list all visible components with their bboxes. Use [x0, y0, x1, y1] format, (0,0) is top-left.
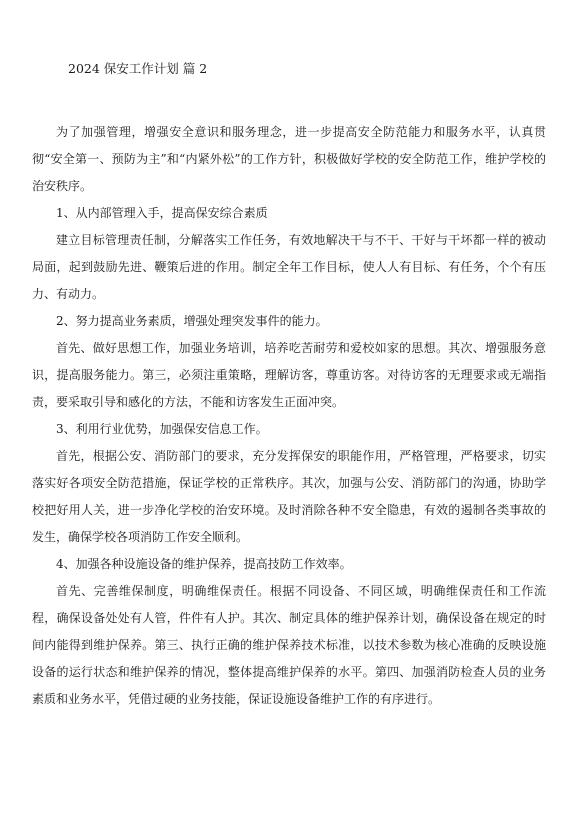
section-paragraph-3: 首先，根据公安、消防部门的要求，充分发挥保安的职能作用，严格管理，严格要求，切实落实好各项安全防范措施，保证学校的正常秩序。其次，加强与公安、消防部门的沟通，协助学校把好用人关，进一步净化学校的治安环境。及时消除各种不安全隐患，有效的遏制各类事故的发生，确保学校各项消防工作安全顺利。 — [32, 449, 546, 544]
section-heading-2: 2、努力提高业务素质，增强处理突发事件的能力。 — [56, 314, 328, 328]
intro-paragraph: 为了加强管理，增强安全意识和服务理念，进一步提高安全防范能力和服务水平，认真贯彻“安全第一、预防为主”和“内紧外松”的工作方针，积极做好学校的安全防范工作，维护学校的治安秩序。 — [32, 125, 546, 193]
section-heading-1: 1、从内部管理入手，提高保安综合素质 — [56, 206, 268, 220]
section-paragraph-1: 建立目标管理责任制，分解落实工作任务，有效地解决干与不干、干好与干坏都一样的被动局面，起到鼓励先进、鞭策后进的作用。制定全年工作目标，使人人有目标、有任务，个个有压力、有动力。 — [32, 233, 546, 301]
section-paragraph-2: 首先、做好思想工作，加强业务培训，培养吃苦耐劳和爱校如家的思想。其次、增强服务意识，提高服务能力。第三，必须注重策略，理解访客，尊重访客。对待访客的无理要求或无端指责，要采取引导和感化的方法，不能和访客发生正面冲突。 — [32, 341, 546, 409]
section-heading-3: 3、利用行业优势，加强保安信息工作。 — [56, 422, 268, 436]
section-heading-4: 4、加强各种设施设备的维护保养，提高技防工作效率。 — [56, 557, 352, 571]
document-title: 2024 保安工作计划 篇 2 — [68, 61, 208, 76]
document-body — [32, 119, 546, 713]
section-paragraph-4: 首先、完善维保制度，明确维保责任。根据不同设备、不同区域，明确维保责任和工作流程，确保设备处处有人管，件件有人护。其次、制定具体的维护保养计划，确保设备在规定的时间内能得到维护保养。第三、执行正确的维护保养技术标准，以技术参数为核心准确的反映设施设备的运行状态和维护保养的情况，整体提高维护保养的水平。第四、加强消防检查人员的业务素质和业务水平，凭借过硬的业务技能，保证设施设备维护工作的有序进行。 — [32, 584, 546, 706]
